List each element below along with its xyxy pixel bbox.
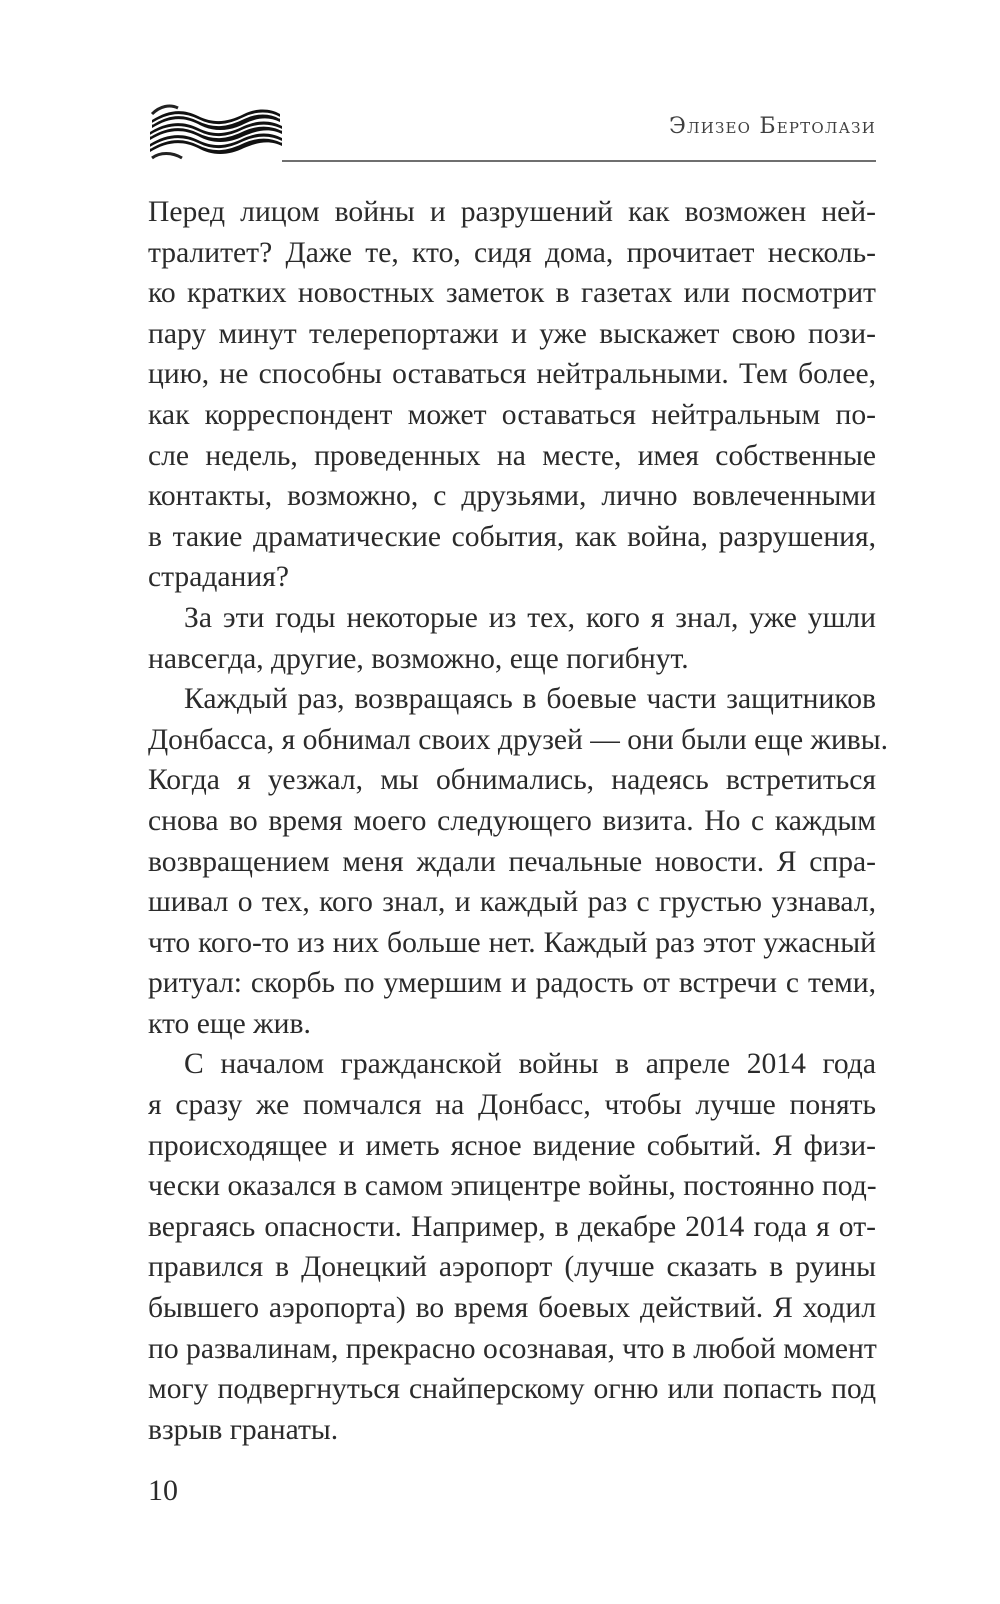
text-line: тралитет? Даже те, кто, сидя дома, прочитает несколь- bbox=[148, 236, 876, 269]
header-rule bbox=[282, 160, 876, 162]
text-line: снова во время моего следующего визита. Но с каждым bbox=[148, 804, 876, 837]
text-line: в такие драматические события, как война, разрушения, bbox=[148, 520, 876, 553]
text-line: За эти годы некоторые из тех, кого я знал, уже ушли bbox=[184, 601, 876, 634]
text-line: Когда я уезжал, мы обнимались, надеясь встретиться bbox=[148, 764, 876, 797]
text-line: кто еще жив. bbox=[148, 1007, 311, 1040]
ribbon-emblem-icon bbox=[148, 102, 284, 164]
text-line: могу подвергнуться снайперскому огню или попасть под bbox=[148, 1373, 876, 1406]
text-line: чески оказался в самом эпицентре войны, постоянно под- bbox=[148, 1170, 877, 1203]
text-line: по развалинам, прекрасно осознавая, что в любой момент bbox=[148, 1332, 877, 1365]
text-line: пару минут телерепортажи и уже выскажет свою пози- bbox=[148, 317, 876, 350]
text-line: что кого-то из них больше нет. Каждый раз этот ужасный bbox=[148, 926, 876, 959]
text-line: я сразу же помчался на Донбасс, чтобы лучше понять bbox=[148, 1089, 876, 1122]
text-line: С началом гражданской войны в апреле 2014 года bbox=[184, 1048, 876, 1081]
text-line: Каждый раз, возвращаясь в боевые части защитников bbox=[184, 683, 876, 716]
text-line: как корреспондент может оставаться нейтральным по- bbox=[148, 398, 876, 431]
text-line: происходящее и иметь ясное видение событий. Я физи- bbox=[148, 1129, 876, 1162]
text-line: ко кратких новостных заметок в газетах или посмотрит bbox=[148, 277, 876, 310]
text-line: возвращением меня ждали печальные новости. Я спра- bbox=[148, 845, 876, 878]
text-line: правился в Донецкий аэропорт (лучше сказать в руины bbox=[148, 1251, 876, 1284]
text-line: Перед лицом войны и разрушений как возможен ней- bbox=[148, 196, 876, 228]
text-line: бывшего аэропорта) во время боевых действий. Я ходил bbox=[148, 1292, 876, 1325]
text-line: ритуал: скорбь по умершим и радость от встречи с теми, bbox=[148, 967, 876, 1000]
text-line: страдания? bbox=[148, 561, 289, 594]
running-header-author: Элизео Бертолази bbox=[668, 114, 876, 139]
text-line: Донбасса, я обнимал своих друзей — они были еще живы. bbox=[148, 723, 889, 756]
text-line: сле недель, проведенных на месте, имея собственные bbox=[148, 439, 876, 472]
text-line: шивал о тех, кого знал, и каждый раз с грустью узнавал, bbox=[148, 886, 876, 919]
page-number: 10 bbox=[148, 1474, 178, 1507]
text-line: цию, не способны оставаться нейтральными. Тем более, bbox=[148, 358, 876, 391]
text-line: вергаясь опасности. Например, в декабре 2014 года я от- bbox=[148, 1210, 876, 1243]
body-text bbox=[148, 192, 889, 1450]
text-line: контакты, возможно, с друзьями, лично вовлеченными bbox=[148, 480, 876, 513]
text-line: навсегда, другие, возможно, еще погибнут. bbox=[148, 642, 689, 675]
text-line: взрыв гранаты. bbox=[148, 1413, 339, 1446]
